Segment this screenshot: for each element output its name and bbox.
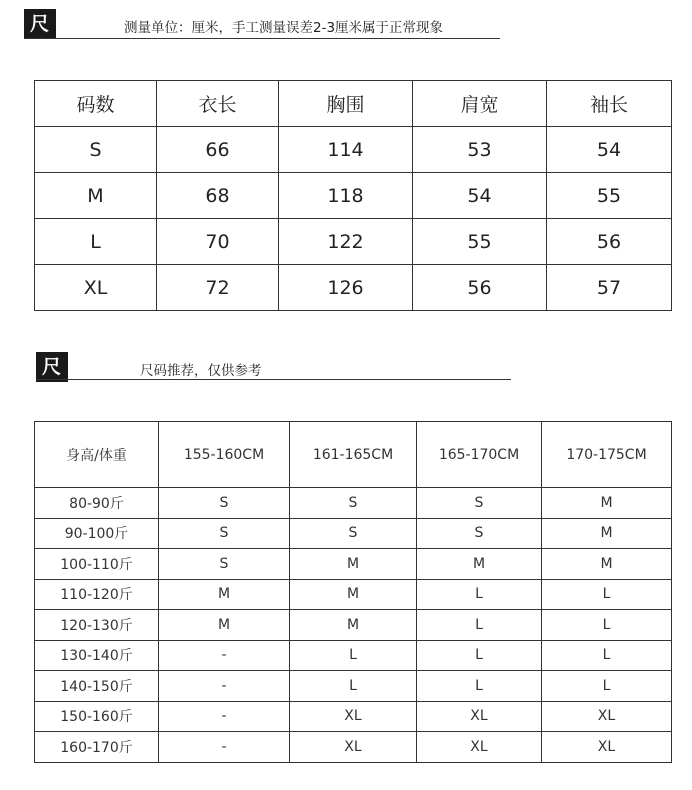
- table-cell: M: [417, 549, 542, 580]
- table-cell: 55: [547, 173, 672, 219]
- table-cell: L: [290, 640, 417, 671]
- table-row: [35, 701, 672, 732]
- table-row: [35, 488, 672, 519]
- header-cell: 码数: [35, 81, 157, 127]
- header-cell: 袖长: [547, 81, 672, 127]
- size-info-subtitle: 测量单位：厘米，手工测量误差2-3厘米属于正常现象: [124, 20, 444, 36]
- header-cell: 身高/体重: [35, 422, 159, 488]
- table-cell: S: [159, 549, 290, 580]
- table-cell: S: [35, 127, 157, 173]
- table-cell: 120-130斤: [35, 610, 159, 641]
- table-cell: 80-90斤: [35, 488, 159, 519]
- table-cell: XL: [290, 701, 417, 732]
- table-row: [35, 127, 672, 173]
- size-recommend-table: [34, 421, 672, 763]
- table-cell: L: [417, 579, 542, 610]
- table-cell: 90-100斤: [35, 518, 159, 549]
- table-cell: 126: [279, 265, 413, 311]
- table-row: [35, 610, 672, 641]
- size-info-rule: [24, 38, 500, 39]
- table-cell: 114: [279, 127, 413, 173]
- table-cell: 122: [279, 219, 413, 265]
- table-cell: M: [159, 610, 290, 641]
- size-info-table: [34, 80, 672, 311]
- table-row: [35, 671, 672, 702]
- table-cell: M: [542, 549, 672, 580]
- table-cell: -: [159, 671, 290, 702]
- table-cell: 160-170斤: [35, 732, 159, 763]
- table-cell: L: [290, 671, 417, 702]
- table-cell: L: [542, 579, 672, 610]
- table-row: [35, 265, 672, 311]
- header-cell: 肩宽: [413, 81, 547, 127]
- table-cell: M: [542, 488, 672, 519]
- header-cell: 胸围: [279, 81, 413, 127]
- table-row: [35, 579, 672, 610]
- table-cell: XL: [417, 732, 542, 763]
- header-cell: 161-165CM: [290, 422, 417, 488]
- header-cell: 170-175CM: [542, 422, 672, 488]
- table-cell: 66: [157, 127, 279, 173]
- table-cell: -: [159, 701, 290, 732]
- table-cell: 118: [279, 173, 413, 219]
- table-row: [35, 173, 672, 219]
- table-cell: M: [290, 610, 417, 641]
- table-cell: XL: [290, 732, 417, 763]
- table-cell: 54: [413, 173, 547, 219]
- size-info-tag: 尺码信息: [24, 9, 56, 39]
- table-cell: 56: [547, 219, 672, 265]
- table-cell: M: [542, 518, 672, 549]
- table-cell: 54: [547, 127, 672, 173]
- table-row: [35, 518, 672, 549]
- table-cell: S: [417, 518, 542, 549]
- table-row: [35, 732, 672, 763]
- table-cell: 110-120斤: [35, 579, 159, 610]
- table-header-row: [35, 422, 672, 488]
- table-cell: M: [159, 579, 290, 610]
- table-cell: XL: [417, 701, 542, 732]
- table-cell: L: [542, 671, 672, 702]
- table-cell: L: [35, 219, 157, 265]
- table-cell: -: [159, 640, 290, 671]
- table-cell: 130-140斤: [35, 640, 159, 671]
- table-cell: 57: [547, 265, 672, 311]
- table-cell: L: [417, 671, 542, 702]
- table-cell: 70: [157, 219, 279, 265]
- table-cell: S: [417, 488, 542, 519]
- table-cell: 56: [413, 265, 547, 311]
- table-header-row: [35, 81, 672, 127]
- header-cell: 衣长: [157, 81, 279, 127]
- table-cell: 72: [157, 265, 279, 311]
- table-cell: -: [159, 732, 290, 763]
- size-recommend-rule: [36, 379, 511, 380]
- table-cell: L: [417, 610, 542, 641]
- table-cell: S: [159, 488, 290, 519]
- table-row: [35, 549, 672, 580]
- table-row: [35, 219, 672, 265]
- table-cell: 100-110斤: [35, 549, 159, 580]
- header-cell: 155-160CM: [159, 422, 290, 488]
- table-cell: S: [290, 518, 417, 549]
- table-cell: 140-150斤: [35, 671, 159, 702]
- table-cell: M: [290, 549, 417, 580]
- table-cell: 150-160斤: [35, 701, 159, 732]
- table-cell: 55: [413, 219, 547, 265]
- header-cell: 165-170CM: [417, 422, 542, 488]
- table-cell: L: [417, 640, 542, 671]
- table-cell: M: [35, 173, 157, 219]
- table-cell: 68: [157, 173, 279, 219]
- size-recommend-tag: 尺码推荐: [36, 352, 68, 382]
- table-cell: M: [290, 579, 417, 610]
- size-recommend-subtitle: 尺码推荐，仅供参考: [140, 363, 262, 379]
- table-row: [35, 640, 672, 671]
- table-cell: L: [542, 640, 672, 671]
- table-cell: L: [542, 610, 672, 641]
- table-cell: XL: [35, 265, 157, 311]
- table-cell: XL: [542, 701, 672, 732]
- table-cell: XL: [542, 732, 672, 763]
- table-cell: S: [290, 488, 417, 519]
- table-cell: S: [159, 518, 290, 549]
- table-cell: 53: [413, 127, 547, 173]
